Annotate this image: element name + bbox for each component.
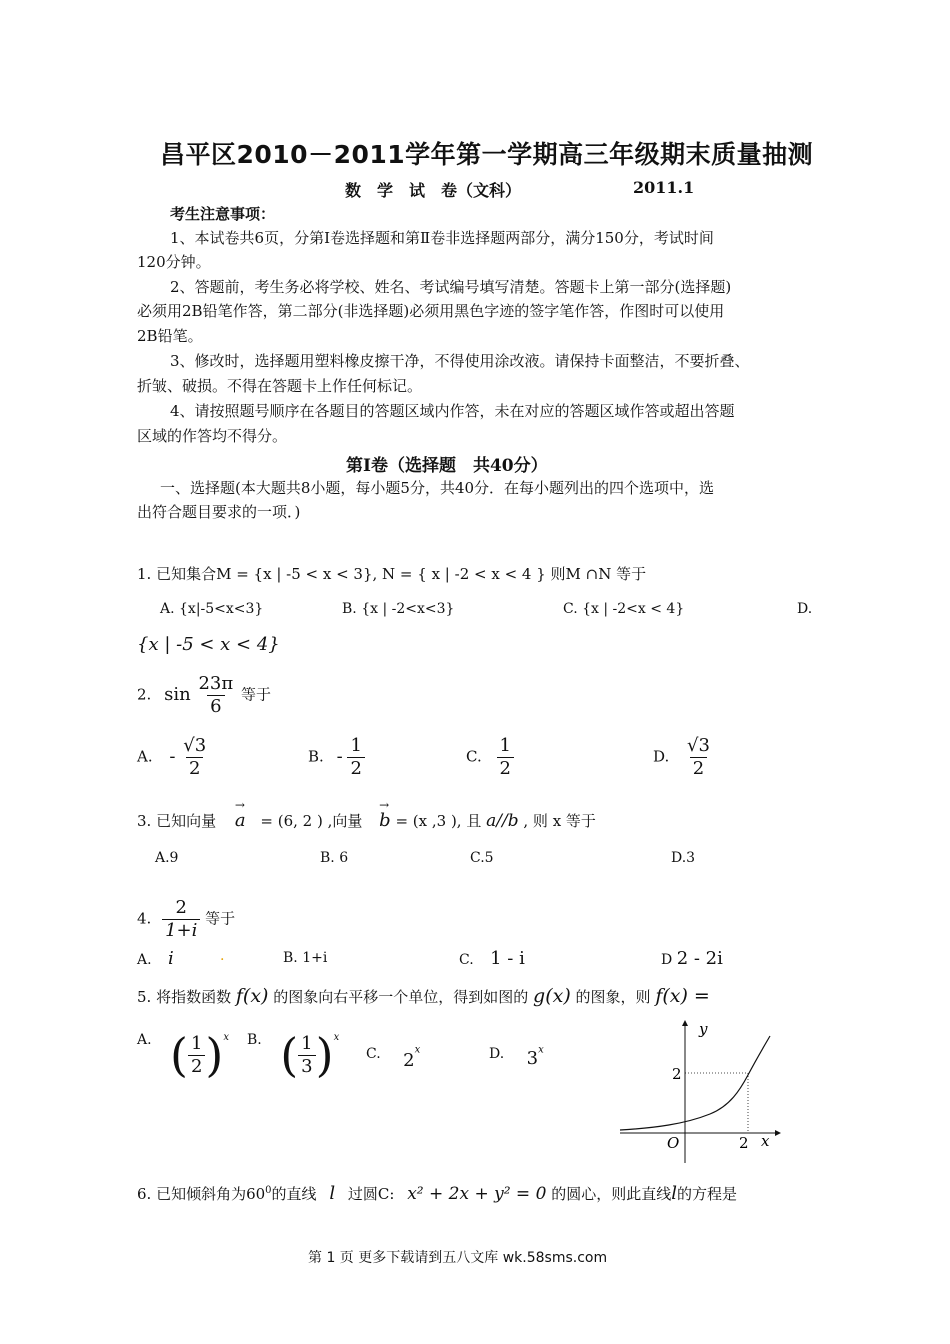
right-paren: ) <box>205 1028 224 1082</box>
q5-d-label: D. <box>489 1046 505 1062</box>
q4-option-d <box>661 948 723 969</box>
q4-c-value: 1 - i <box>490 948 525 969</box>
vector-b: → b <box>379 798 391 831</box>
notice-line: 2、答题前，考生务必将学校、姓名、考试编号填写清楚。答题卡上第一部分(选择题) <box>170 278 732 296</box>
q3-option-d: D.3 <box>671 850 696 866</box>
q5-b-label: B. <box>247 1032 262 1048</box>
q5-fx: f(x) <box>235 985 269 1007</box>
q4-number: 4. <box>137 909 152 928</box>
q2-a-num: √3 <box>183 735 207 756</box>
q6-stem-d: 的圆心，则此直线 <box>551 1185 672 1203</box>
q2-a-fraction <box>180 735 209 780</box>
y-tick-label: 2 <box>672 1065 682 1083</box>
question-4 <box>137 897 235 942</box>
q4-tail: 等于 <box>205 909 236 928</box>
q4-a-value: i <box>168 948 174 969</box>
q2-d-num: √3 <box>687 735 710 756</box>
notice-line: 4、请按照题号顺序在各题目的答题区域内作答，未在对应的答题区域作答或超出答题 <box>170 402 735 420</box>
notice-line: 1、本试卷共6页，分第Ⅰ卷选择题和第Ⅱ卷非选择题两部分，满分150分，考试时间 <box>170 229 714 247</box>
q5-b-exp: x <box>333 1032 340 1043</box>
q3-option-c: C.5 <box>470 850 494 866</box>
q2-c-label: C. <box>466 747 482 766</box>
q1-option-d: D. <box>797 601 813 617</box>
left-paren: ( <box>280 1028 299 1082</box>
q5-d-exp: x <box>538 1044 544 1056</box>
q2-frac-num: 23π <box>198 673 234 694</box>
q5-stem-b: 的图象向右平移一个单位，得到如图的 <box>273 988 529 1006</box>
q5-d-base: 3 <box>526 1048 539 1069</box>
q4-d-value: 2 - 2i <box>676 948 723 969</box>
q2-b-fraction <box>347 735 364 780</box>
section-intro: 一、选择题(本大题共8小题，每小题5分，共40分．在每小题列出的四个选项中，选 <box>160 479 715 497</box>
q5-b-fraction <box>298 1033 315 1078</box>
q6-stem: 6. 已知倾斜角为60 <box>137 1185 266 1203</box>
q4-option-a <box>137 948 174 969</box>
q2-func: sin <box>164 683 191 705</box>
parallel-expr: a//b <box>486 811 519 831</box>
q5-a-den: 2 <box>188 1055 205 1078</box>
section-title: 第Ⅰ卷（选择题 共40分） <box>346 456 548 476</box>
q3-option-b: B. 6 <box>320 850 349 866</box>
q5-a-exp: x <box>223 1032 230 1043</box>
y-axis-arrow <box>682 1020 688 1026</box>
vector-b-label: b <box>379 810 391 831</box>
exam-date: 2011.1 <box>633 178 695 197</box>
q2-a-den: 2 <box>186 757 203 780</box>
x-label: x <box>761 1132 770 1150</box>
x-tick-label: 2 <box>739 1134 749 1152</box>
q5-b-den: 3 <box>298 1055 315 1078</box>
q2-b-sign: - <box>336 745 343 767</box>
q2-fraction <box>195 673 236 718</box>
q1-option-d-value: {x | -5 < x < 4} <box>137 634 280 655</box>
question-2 <box>137 673 271 718</box>
q2-option-a <box>137 735 209 780</box>
q2-option-d <box>653 735 713 780</box>
q4-frac-den: 1+i <box>162 919 200 942</box>
question-5 <box>137 985 710 1007</box>
q5-option-b <box>247 1028 340 1082</box>
q2-frac-den: 6 <box>207 695 224 718</box>
notice-line: 2B铅笔。 <box>137 327 203 345</box>
q5-c-exp: x <box>414 1044 421 1056</box>
q4-d-label: D <box>661 952 673 968</box>
q2-tail: 等于 <box>240 685 271 704</box>
q4-fraction <box>162 897 200 942</box>
page-footer: 第 1 页 更多下载请到五八文库 wk.58sms.com <box>308 1250 608 1266</box>
x-axis-arrow <box>775 1130 781 1136</box>
q5-a-num: 1 <box>190 1032 203 1054</box>
q5-option-d <box>489 1042 544 1069</box>
q5-fx-eq: f(x) = <box>655 985 710 1007</box>
q4-option-b: B. 1+i <box>283 950 328 966</box>
q2-a-label: A. <box>137 747 153 766</box>
section-intro: 出符合题目要求的一项．) <box>137 503 301 521</box>
q3-stem-d: , 则 x 等于 <box>523 812 596 830</box>
q4-frac-num: 2 <box>175 897 187 918</box>
exponential-graph <box>615 1018 785 1168</box>
q5-b-num: 1 <box>301 1032 313 1054</box>
notice-line: 区域的作答均不得分。 <box>137 427 288 445</box>
q2-c-num: 1 <box>499 735 511 756</box>
vector-a: → a <box>234 798 246 831</box>
q6-line-l: l <box>329 1183 336 1204</box>
q3-stem: 3. 已知向量 <box>137 812 217 830</box>
q5-a-fraction <box>188 1033 205 1078</box>
marker-dot: . <box>220 948 225 964</box>
origin-label: O <box>667 1134 680 1152</box>
q5-gx: g(x) <box>533 985 571 1007</box>
notice-line: 必须用2B铅笔作答，第二部分(非选择题)必须用黑色字迹的签字笔作答，作图时可以使用 <box>137 302 725 320</box>
y-label: y <box>699 1020 708 1038</box>
q6-stem-c: 过圆C: <box>347 1185 395 1203</box>
notice-heading: 考生注意事项： <box>170 205 276 223</box>
q1-option-b: B. {x | -2<x<3} <box>342 601 455 617</box>
q2-d-label: D. <box>653 747 670 766</box>
q2-option-c <box>466 735 514 780</box>
notice-line: 3、修改时，选择题用塑料橡皮擦干净，不得使用涂改液。请保持卡面整洁，不要折叠、 <box>170 352 750 370</box>
vector-a-label: a <box>234 810 246 831</box>
q4-option-c <box>459 948 525 969</box>
q4-a-label: A. <box>137 952 152 968</box>
q5-c-label: C. <box>366 1046 381 1062</box>
q5-stem-c: 的图象，则 <box>575 988 651 1006</box>
q5-option-a <box>137 1028 230 1082</box>
q6-circle-eq: x² + 2x + y² = 0 <box>407 1184 547 1204</box>
q5-stem: 5. 将指数函数 <box>137 988 232 1006</box>
q2-c-den: 2 <box>497 757 514 780</box>
q1-option-a: A. {x|-5<x<3} <box>160 601 264 617</box>
question-6 <box>137 1183 737 1204</box>
q2-a-sign: - <box>169 745 176 767</box>
q5-option-c <box>366 1042 421 1071</box>
q2-b-den: 2 <box>347 757 364 780</box>
q4-c-label: C. <box>459 952 474 968</box>
q6-stem-b: 的直线 <box>271 1185 317 1203</box>
q2-number: 2. <box>137 685 152 704</box>
q6-line-l2: l <box>671 1183 677 1204</box>
notice-line: 折皱、破损。不得在答题卡上作任何标记。 <box>137 377 423 395</box>
q5-c-base: 2 <box>403 1050 415 1071</box>
q6-stem-e: 的方程是 <box>676 1185 737 1203</box>
q2-d-fraction <box>684 735 713 780</box>
q5-a-label: A. <box>137 1032 152 1048</box>
q3-stem-c: = (x ,3 ), 且 <box>395 812 482 830</box>
notice-line: 120分钟。 <box>137 253 211 271</box>
curve <box>620 1036 770 1130</box>
q2-d-den: 2 <box>690 757 707 780</box>
q1-option-c: C. {x | -2<x < 4} <box>563 601 685 617</box>
q3-stem-b: = (6, 2 ) ,向量 <box>260 812 363 830</box>
q2-b-label: B. <box>308 747 324 766</box>
q2-c-fraction <box>497 735 514 780</box>
subtitle: 数 学 试 卷（文科） <box>345 181 522 200</box>
q2-option-b <box>308 735 365 780</box>
right-paren: ) <box>315 1028 334 1082</box>
page-title: 昌平区2010－2011学年第一学期高三年级期末质量抽测 <box>160 140 814 169</box>
question-1-stem: 1. 已知集合M = {x | -5 < x < 3}, N = { x | -2 < x < 4 } 则M ∩N 等于 <box>137 565 647 583</box>
q3-option-a: A.9 <box>155 850 179 866</box>
q2-b-num: 1 <box>350 735 362 756</box>
left-paren: ( <box>170 1028 188 1082</box>
q6-degree: 0 <box>265 1185 272 1196</box>
question-3 <box>137 798 596 831</box>
